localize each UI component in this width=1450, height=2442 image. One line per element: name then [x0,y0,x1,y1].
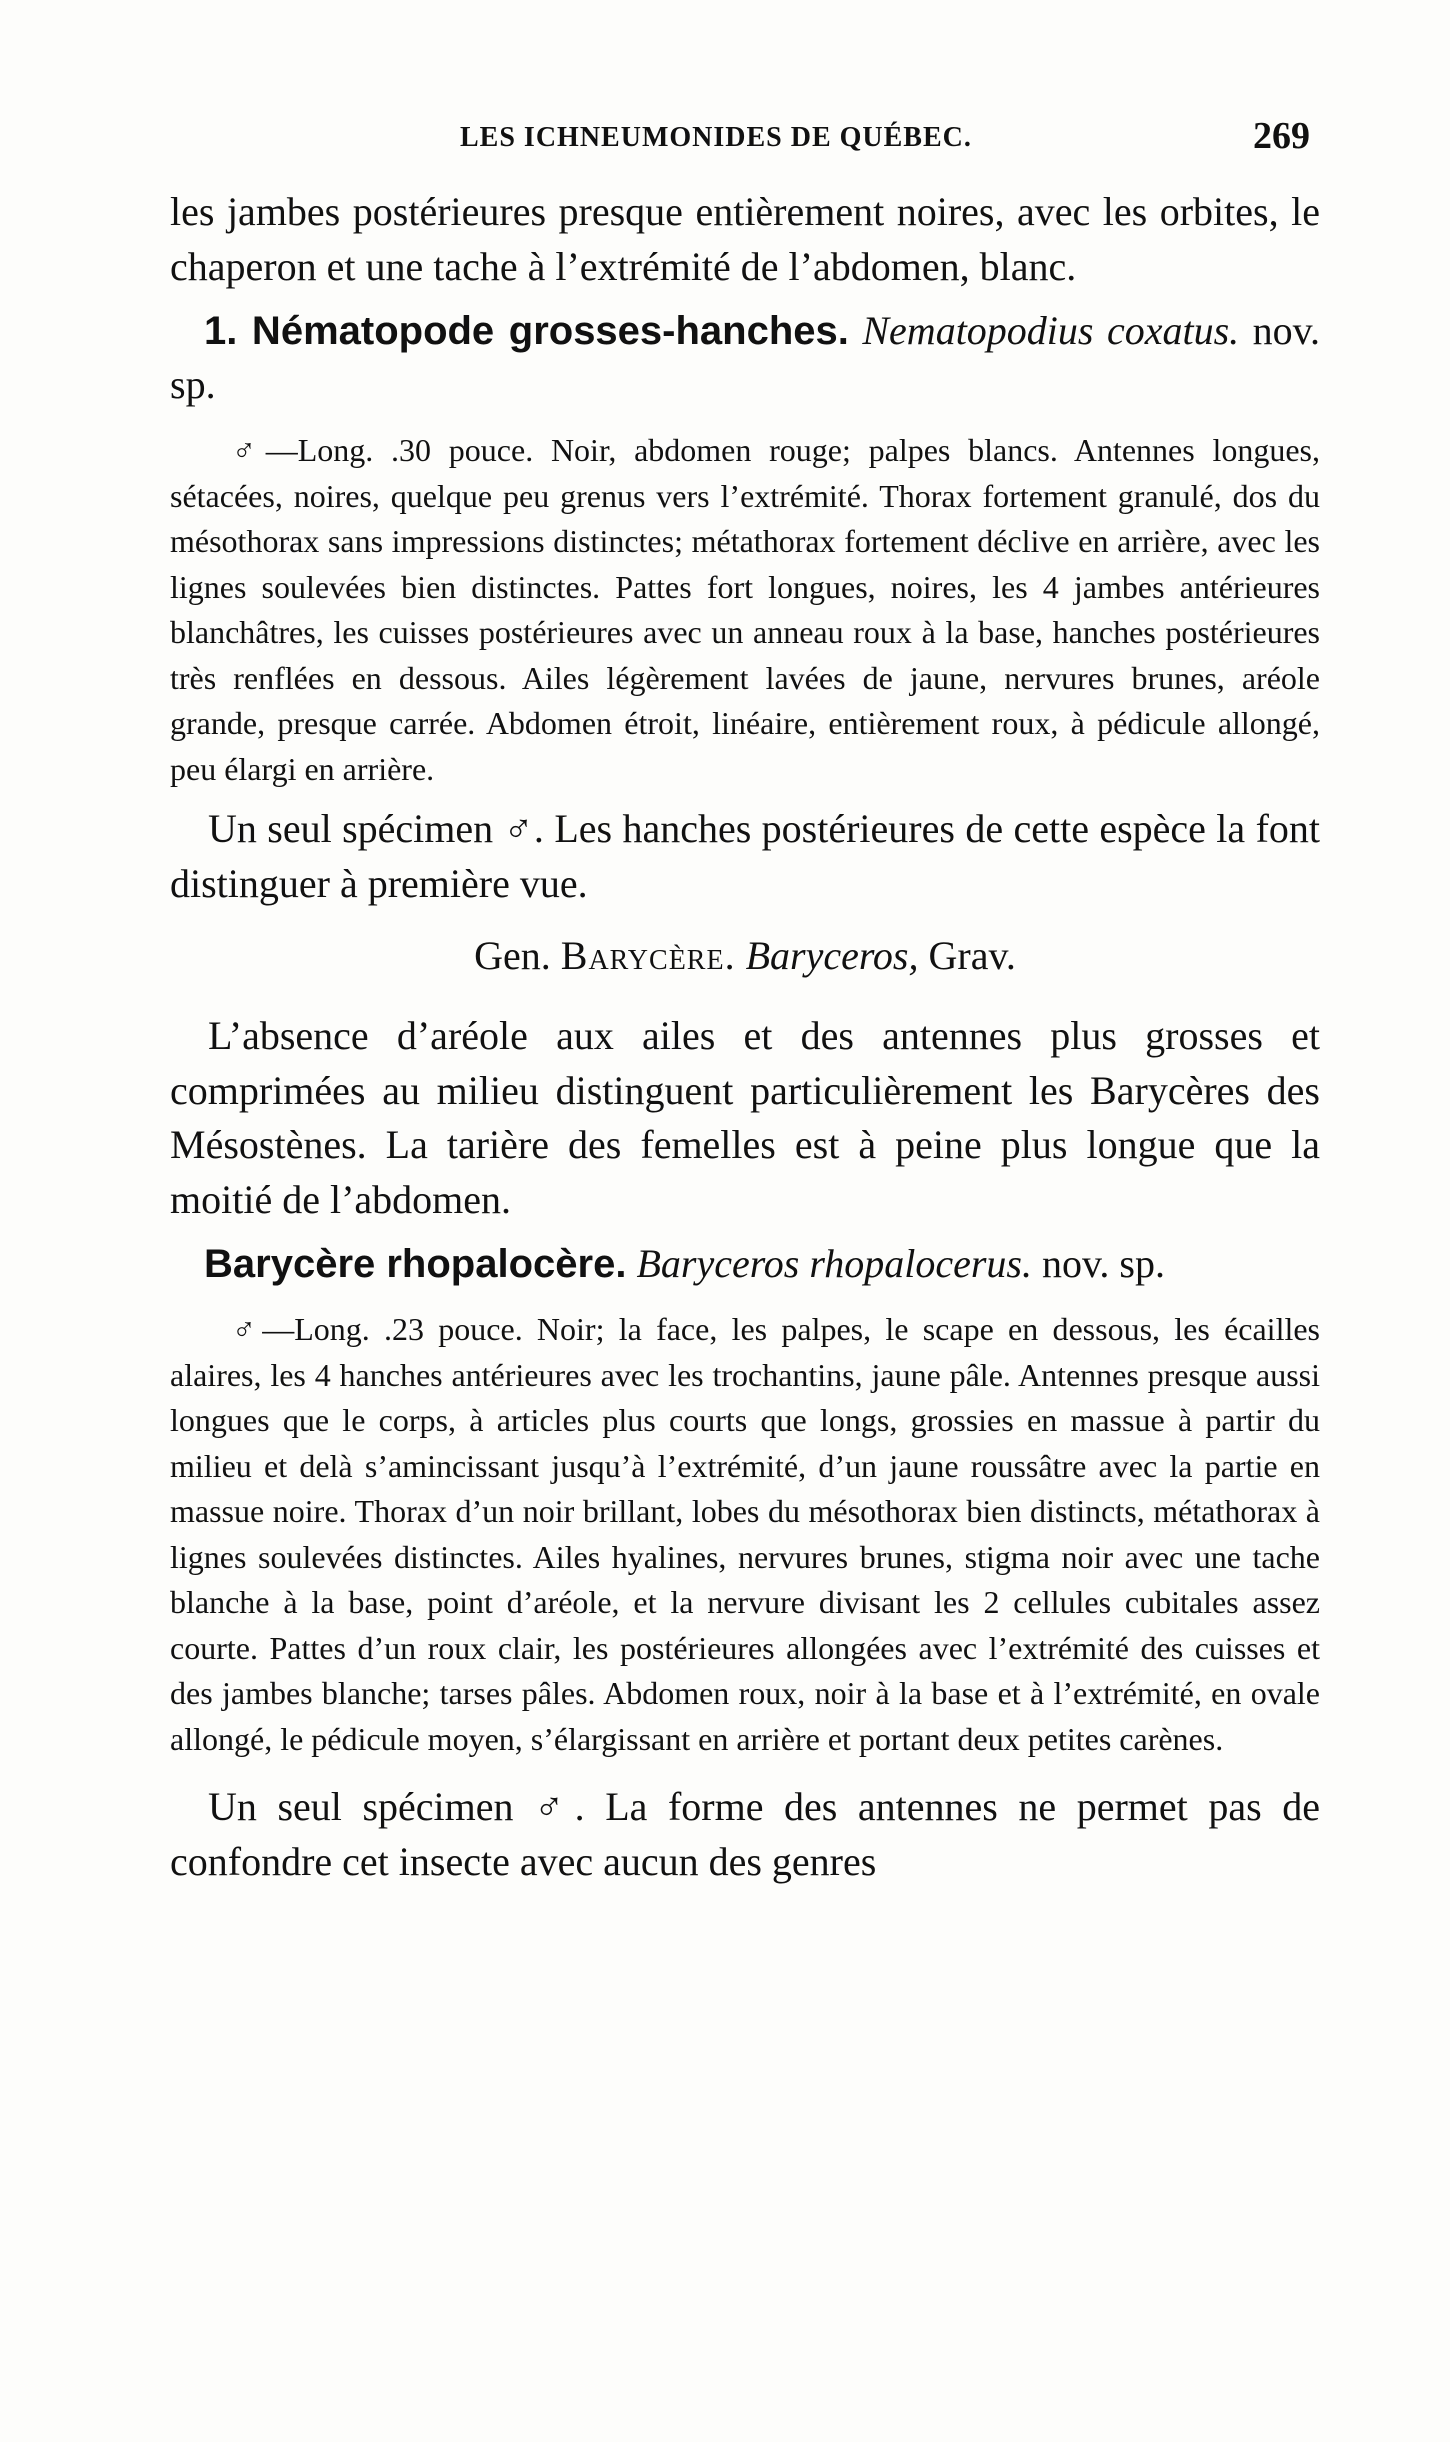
species-common-name: 1. Nématopode grosses-hanches. [204,309,849,353]
genus-latin-name: Baryceros, [745,933,919,978]
page-number: 269 [1253,115,1310,157]
running-title: LES ICHNEUMONIDES DE QUÉBEC. [460,122,972,153]
continuation-paragraph: les jambes postérieures presque entièrement noires, avec les orbites, le chaperon et une tache à l’extrémité de l’abdomen, blanc. [170,189,1320,289]
genus-description: L’absence d’aréole aux ailes et des antennes plus grosses et comprimées au milieu distinguent particulièrement les Barycères des Mésostènes. La tarière des femelles est à peine plus longue que la moitié de l’abdomen. [170,1013,1320,1222]
species-heading-baryceros [170,1237,1320,1291]
species-latin-name: Nematopodius coxatus. [862,308,1240,353]
genus-name: Barycère. [560,933,736,978]
specimen-note-nematopodius: Un seul spécimen ♂. Les hanches postérieures de cette espèce la font distinguer à première vue. [170,806,1320,906]
page-header [170,108,1320,168]
species-latin-name: Baryceros rhopalocerus. [636,1241,1032,1286]
specimen-note-baryceros: Un seul spécimen ♂. La forme des antennes ne permet pas de confondre cet insecte avec aucun des genres [170,1784,1320,1884]
species-status: nov. sp. [170,308,1321,407]
species-description-nematopodius: ♂—Long. .30 pouce. Noir, abdomen rouge; palpes blancs. Antennes longues, sétacées, noires, quelque peu grenus vers l’extrémité. Thorax fortement granulé, dos du mésothorax sans impressions distinctes; métathorax fortement déclive en arrière, avec les lignes soulevées bien distinctes. Pattes fort longues, noires, les 4 jambes antérieures blanchâtres, les cuisses postérieures avec un anneau roux à la base, hanches postérieures très renflées en dessous. Ailes légèrement lavées de jaune, nervures brunes, aréole grande, presque carrée. Abdomen étroit, linéaire, entièrement roux, à pédicule allongé, peu élargi en arrière. [170,432,1320,787]
species-description-baryceros: ♂—Long. .23 pouce. Noir; la face, les palpes, le scape en dessous, les écailles alaires, les 4 hanches antérieures avec les trochantins, jaune pâle. Antennes presque aussi longues que le corps, à articles plus courts que longs, grossies en massue à partir du milieu et delà s’amincissant jusqu’à l’extrémité, d’un jaune roussâtre avec la partie en massue noire. Thorax d’un noir brillant, lobes du mésothorax bien distincts, métathorax à lignes soulevées distinctes. Ailes hyalines, nervures brunes, stigma noir avec une tache blanche à la base, point d’aréole, et la nervure divisant les 2 cellules cubitales assez courte. Pattes d’un roux clair, les postérieures allongées avec l’extrémité des cuisses et des jambes blanche; tarses pâles. Abdomen roux, noir à la base et à l’extrémité, en ovale allongé, le pédicule moyen, s’élargissant en arrière et portant deux petites carènes. [170,1311,1320,1757]
genus-prefix: Gen. [474,933,551,978]
species-common-name: Barycère rhopalocère. [204,1242,627,1286]
species-status: nov. sp. [1041,1241,1165,1286]
genus-author: Grav. [928,933,1016,978]
page-body [170,185,1320,1889]
species-heading-nematopodius [170,304,1320,412]
genus-heading-baryceros [170,929,1320,983]
